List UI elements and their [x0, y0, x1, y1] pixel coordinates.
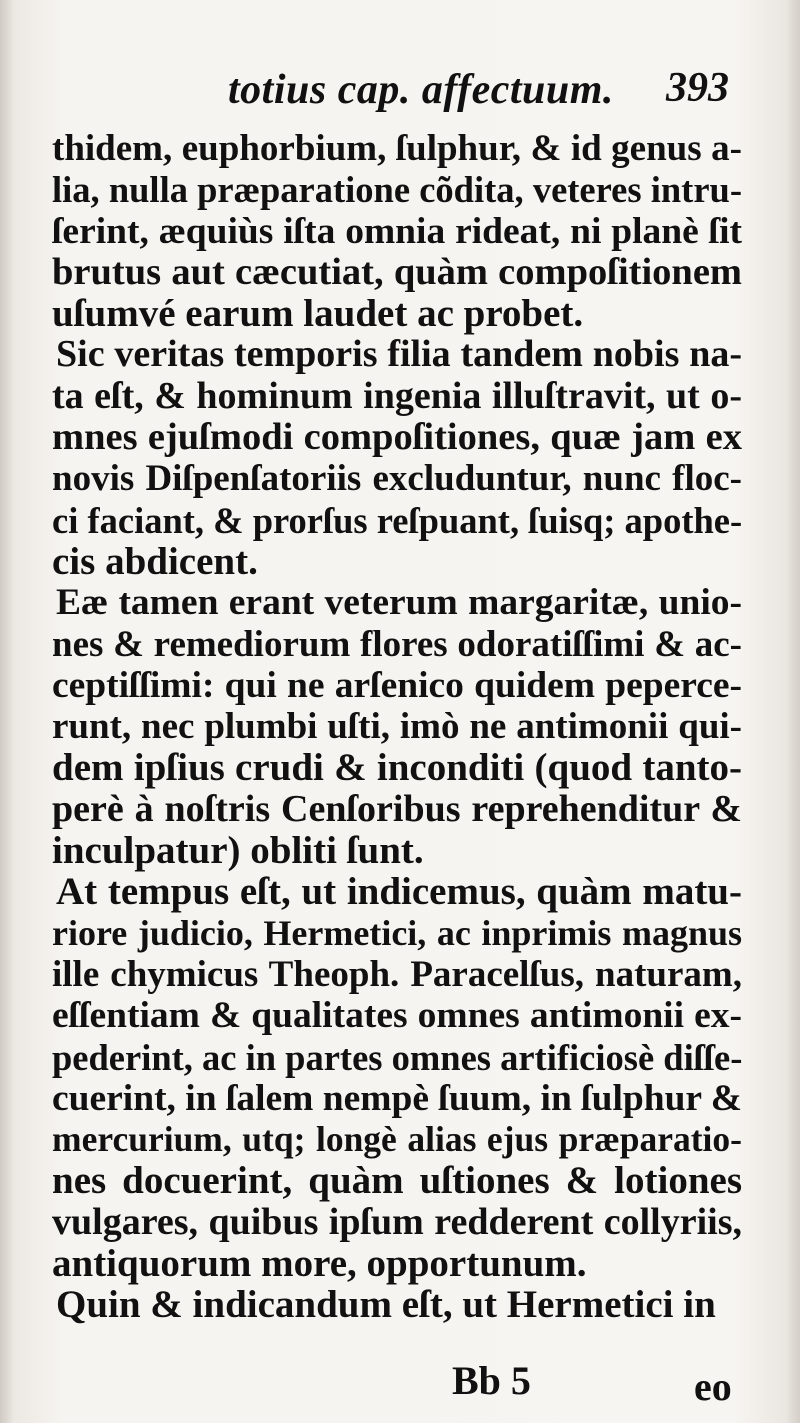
- text-line: inculpatur) obliti ſunt.: [52, 829, 424, 873]
- text-line: uſumvé earum laudet ac probet.: [52, 292, 584, 336]
- text-line: Eæ tamen erant veterum margaritæ, unio-: [56, 582, 742, 624]
- catchword: eo: [694, 1364, 732, 1409]
- text-line: dem ipſius crudi & inconditi (quod tanto-: [52, 746, 742, 790]
- text-line: perè à noſtris Cenſoribus reprehenditur &: [52, 787, 742, 830]
- text-line: eſſentiam & qualitates omnes antimonii ex-: [52, 995, 742, 1037]
- signature-mark: Bb 5: [452, 1358, 531, 1403]
- text-line: ta eſt, & hominum ingenia illuſtravit, ut o-: [52, 374, 742, 417]
- text-line: At tempus eſt, ut indicemus, quàm matu-: [56, 870, 742, 914]
- text-line: vulgares, quibus ipſum redderent collyriis,: [52, 1200, 742, 1243]
- running-head: totius cap. affectuum.: [228, 67, 614, 113]
- paragraph: [52, 871, 742, 1284]
- text-line: ſerint, æquiùs iſta omnia rideat, ni planè ſit: [52, 210, 742, 252]
- text-line: Sic veritas temporis filia tandem nobis na-: [56, 333, 742, 376]
- text-line: pederint, ac in partes omnes artificiosè diſſe-: [52, 1036, 743, 1078]
- text-line: cis abdicent.: [52, 539, 258, 583]
- text-line: runt, nec plumbi uſti, imò ne antimonii qui-: [52, 706, 742, 748]
- text-line: ille chymicus Theoph. Paracelſus, naturam,: [52, 953, 742, 995]
- text-line: ceptiſſimi: qui ne arſenico quidem peperce-: [52, 664, 742, 706]
- text-line: nes docuerint, quàm uſtiones & lotiones: [52, 1159, 742, 1203]
- paragraph: [52, 1284, 742, 1325]
- text-line: cuerint, in ſalem nempè ſuum, in ſulphur &: [52, 1077, 743, 1119]
- text-line: ci faciant, & prorſus reſpuant, ſuisq; apothe-: [52, 499, 743, 541]
- text-line: thidem, euphorbium, ſulphur, & id genus a-: [52, 128, 742, 169]
- text-line: antiquorum more, opportunum.: [52, 1242, 587, 1286]
- paragraph: [52, 582, 742, 871]
- text-line: mnes ejuſmodi compoſitiones, quæ jam ex: [52, 416, 742, 459]
- paragraph: [52, 334, 742, 582]
- paragraph: [52, 128, 742, 334]
- text-line: riore judicio, Hermetici, ac inprimis magnus: [52, 912, 742, 953]
- text-line: brutus aut cæcutiat, quàm compoſitionem: [52, 250, 742, 293]
- text-line: novis Diſpenſatoriis excluduntur, nunc floc-: [52, 458, 742, 500]
- page-footer: [0, 1357, 800, 1407]
- right-page-edge: [786, 0, 800, 1423]
- left-page-edge: [0, 0, 14, 1423]
- text-line: Quin & indicandum eſt, ut Hermetici in: [56, 1283, 716, 1327]
- text-line: lia, nulla præparatione cõdita, veteres intru-: [52, 169, 742, 211]
- page-header: [0, 62, 800, 122]
- page-number: 393: [666, 65, 729, 111]
- text-line: mercurium, utq; longè alias ejus præparatio-: [52, 1119, 742, 1160]
- body-text: [52, 128, 742, 1326]
- text-line: nes & remediorum flores odoratiſſimi & ac-: [52, 623, 742, 665]
